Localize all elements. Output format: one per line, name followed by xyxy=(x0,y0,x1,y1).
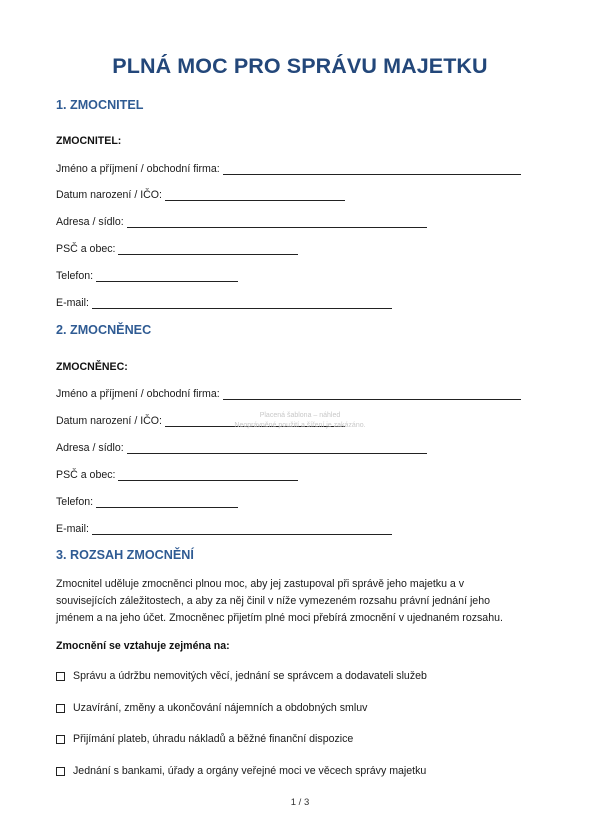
scope-item-label: Přijímání plateb, úhradu nákladů a běžné finanční dispozice xyxy=(73,733,354,745)
checkbox[interactable] xyxy=(56,735,65,744)
zmocnitel-address-row xyxy=(56,214,427,228)
zmocnitel-zip-field[interactable] xyxy=(118,244,298,255)
scope-item-label: Uzavírání, změny a ukončování nájemních a obdobných smluv xyxy=(73,702,368,714)
zmocnitel-email-row xyxy=(56,295,392,309)
zmocnenec-zip-row xyxy=(56,467,298,481)
field-label: Telefon: xyxy=(56,496,94,508)
field-label: Datum narození / IČO: xyxy=(56,415,162,427)
checkbox[interactable] xyxy=(56,704,65,713)
zmocnitel-zip-row xyxy=(56,241,298,255)
document-title: PLNÁ MOC PRO SPRÁVU MAJETKU xyxy=(112,54,488,78)
scope-item xyxy=(56,765,426,777)
zmocnitel-address-field[interactable] xyxy=(127,217,427,228)
field-label: Telefon: xyxy=(56,270,94,282)
zmocnenec-phone-row xyxy=(56,494,238,508)
zmocnitel-subheading: ZMOCNITEL: xyxy=(56,135,122,147)
zmocnitel-phone-field[interactable] xyxy=(96,271,238,282)
zmocnitel-birth-field[interactable] xyxy=(165,190,345,201)
field-label: E-mail: xyxy=(56,523,89,535)
watermark-line: Neoprávněné použití a šíření je zakázáno. xyxy=(234,422,366,429)
rozsah-paragraph xyxy=(56,576,546,627)
paragraph-line: jménem a na jeho účet. Zmocněnec přijetím plné moci přebírá zmocnění v ujednaném rozsahu. xyxy=(56,612,503,624)
scope-item xyxy=(56,702,367,714)
checkbox[interactable] xyxy=(56,767,65,776)
zmocnenec-email-field[interactable] xyxy=(92,524,392,535)
field-label: Adresa / sídlo: xyxy=(56,442,124,454)
field-label: PSČ a obec: xyxy=(56,469,116,481)
section-heading-zmocnitel: 1. ZMOCNITEL xyxy=(56,98,144,112)
checkbox[interactable] xyxy=(56,672,65,681)
rozsah-list-heading: Zmocnění se vztahuje zejména na: xyxy=(56,640,230,652)
field-label: PSČ a obec: xyxy=(56,243,116,255)
zmocnenec-address-row xyxy=(56,440,427,454)
section-heading-zmocnenec: 2. ZMOCNĚNEC xyxy=(56,323,152,337)
zmocnenec-phone-field[interactable] xyxy=(96,497,238,508)
zmocnitel-phone-row xyxy=(56,268,238,282)
zmocnenec-name-row xyxy=(56,386,521,400)
watermark xyxy=(200,411,400,431)
paragraph-line: Zmocnitel uděluje zmocněnci plnou moc, aby jej zastupoval při správě jeho majetku a v xyxy=(56,578,465,590)
scope-item xyxy=(56,733,353,745)
scope-item xyxy=(56,670,427,682)
page-number: 1 / 3 xyxy=(290,797,310,808)
scope-item-label: Jednání s bankami, úřady a orgány veřejné moci ve věcech správy majetku xyxy=(73,765,427,777)
zmocnenec-subheading: ZMOCNĚNEC: xyxy=(56,361,128,373)
section-heading-rozsah: 3. ROZSAH ZMOCNĚNÍ xyxy=(56,548,194,562)
paragraph-line: souvisejících záležitostech, a aby za něj činil v níže vymezeném rozsahu právní jednání jeho xyxy=(56,595,490,607)
zmocnenec-email-row xyxy=(56,521,392,535)
zmocnenec-name-field[interactable] xyxy=(223,389,521,400)
field-label: Datum narození / IČO: xyxy=(56,189,162,201)
field-label: Jméno a příjmení / obchodní firma: xyxy=(56,388,220,400)
field-label: Jméno a příjmení / obchodní firma: xyxy=(56,163,220,175)
watermark-line: Placená šablona – náhled xyxy=(259,412,341,419)
zmocnitel-email-field[interactable] xyxy=(92,298,392,309)
zmocnitel-name-row xyxy=(56,161,521,175)
field-label: E-mail: xyxy=(56,297,89,309)
zmocnitel-name-field[interactable] xyxy=(223,164,521,175)
field-label: Adresa / sídlo: xyxy=(56,216,124,228)
zmocnenec-zip-field[interactable] xyxy=(118,470,298,481)
zmocnenec-address-field[interactable] xyxy=(127,443,427,454)
scope-item-label: Správu a údržbu nemovitých věcí, jednání se správcem a dodavateli služeb xyxy=(73,670,427,682)
zmocnitel-birth-row xyxy=(56,187,345,201)
